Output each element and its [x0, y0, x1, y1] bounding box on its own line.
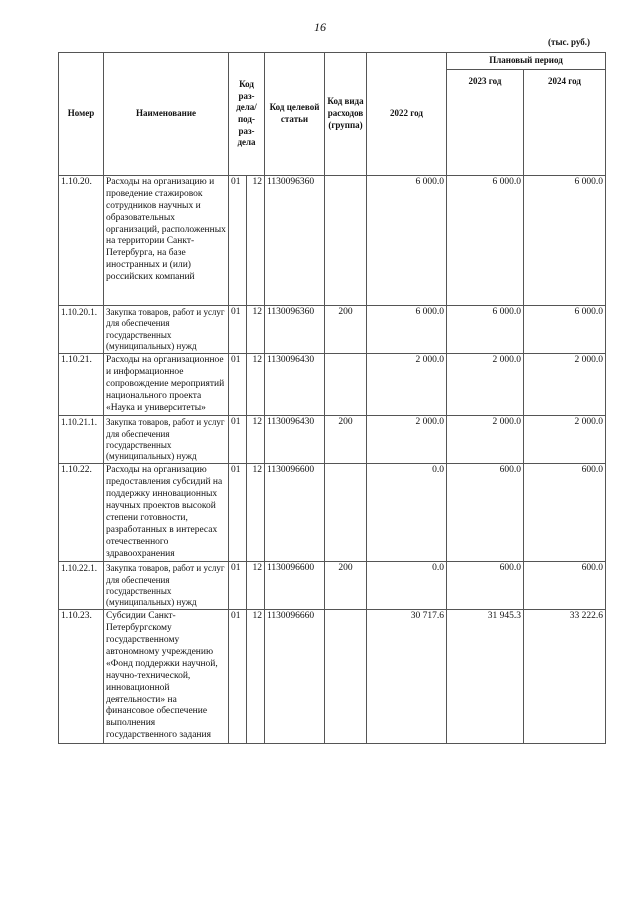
table-row — [59, 306, 606, 354]
row-target: 1130096360 — [265, 306, 325, 354]
budget-table — [58, 52, 606, 744]
header-number: Номер — [59, 53, 104, 176]
row-2022: 2 000.0 — [367, 416, 447, 464]
row-number: 1.10.22.1. — [59, 562, 104, 610]
row-2022: 0.0 — [367, 562, 447, 610]
row-2023: 6 000.0 — [447, 306, 524, 354]
row-target: 1130096600 — [265, 464, 325, 562]
row-2024: 2 000.0 — [524, 416, 606, 464]
row-subsection: 12 — [247, 416, 265, 464]
row-2022: 0.0 — [367, 464, 447, 562]
table-row — [59, 176, 606, 306]
row-2024: 6 000.0 — [524, 176, 606, 306]
row-section: 01 — [229, 176, 247, 306]
row-subsection: 12 — [247, 176, 265, 306]
header-section: Код раз-дела/ под-раз-дела — [229, 53, 265, 176]
row-2022: 6 000.0 — [367, 306, 447, 354]
row-name: Закупка товаров, работ и услуг для обеспечения государственных (муниципальных) нужд — [104, 562, 229, 610]
row-number: 1.10.22. — [59, 464, 104, 562]
header-2022: 2022 год — [367, 53, 447, 176]
row-2024: 6 000.0 — [524, 306, 606, 354]
row-target: 1130096660 — [265, 610, 325, 744]
row-2022: 6 000.0 — [367, 176, 447, 306]
table-row — [59, 354, 606, 416]
row-target: 1130096430 — [265, 416, 325, 464]
row-section: 01 — [229, 464, 247, 562]
row-2023: 31 945.3 — [447, 610, 524, 744]
row-2024: 2 000.0 — [524, 354, 606, 416]
row-target: 1130096360 — [265, 176, 325, 306]
header-name: Наименование — [104, 53, 229, 176]
row-section: 01 — [229, 610, 247, 744]
row-name: Расходы на организационное и информационное сопровождение мероприятий национального проекта «Наука и университеты» — [104, 354, 229, 416]
page-number: 16 — [314, 20, 326, 34]
row-number: 1.10.23. — [59, 610, 104, 744]
row-subsection: 12 — [247, 354, 265, 416]
row-section: 01 — [229, 354, 247, 416]
row-kind — [325, 354, 367, 416]
header-2024: 2024 год — [524, 70, 606, 176]
row-number: 1.10.20. — [59, 176, 104, 306]
row-2023: 600.0 — [447, 562, 524, 610]
header-expense-kind: Код вида расходов (группа) — [325, 53, 367, 176]
row-kind: 200 — [325, 562, 367, 610]
row-subsection: 12 — [247, 464, 265, 562]
row-number: 1.10.20.1. — [59, 306, 104, 354]
row-name: Закупка товаров, работ и услуг для обеспечения государственных (муниципальных) нужд — [104, 306, 229, 354]
row-number: 1.10.21.1. — [59, 416, 104, 464]
row-section: 01 — [229, 562, 247, 610]
row-section: 01 — [229, 416, 247, 464]
row-name: Субсидии Санкт-Петербургскому государственному автономному учреждению «Фонд поддержки научной, научно-технической, инновационной деятельности» на финансовое обеспечение выполнения государственного задания — [104, 610, 229, 744]
row-2024: 600.0 — [524, 562, 606, 610]
header-planned-period: Плановый период — [447, 53, 606, 70]
row-name: Расходы на организацию и проведение стажировок сотрудников научных и образовательных организаций, расположенных на территории Санкт-Петербурга, на базе иностранных и (или) российских компаний — [104, 176, 229, 306]
row-section: 01 — [229, 306, 247, 354]
row-2023: 2 000.0 — [447, 416, 524, 464]
row-name: Закупка товаров, работ и услуг для обеспечения государственных (муниципальных) нужд — [104, 416, 229, 464]
row-kind — [325, 176, 367, 306]
row-2023: 2 000.0 — [447, 354, 524, 416]
row-kind — [325, 610, 367, 744]
table-header-row — [59, 53, 606, 70]
row-name: Расходы на организацию предоставления субсидий на поддержку инновационных научных проектов высокой степени готовности, разработанных в интересах отечественного здравоохранения — [104, 464, 229, 562]
header-2023: 2023 год — [447, 70, 524, 176]
row-subsection: 12 — [247, 562, 265, 610]
table-row — [59, 464, 606, 562]
row-subsection: 12 — [247, 610, 265, 744]
row-2024: 33 222.6 — [524, 610, 606, 744]
row-kind: 200 — [325, 416, 367, 464]
table-row — [59, 610, 606, 744]
row-target: 1130096600 — [265, 562, 325, 610]
table-row — [59, 416, 606, 464]
units-label: (тыс. руб.) — [548, 37, 590, 47]
row-subsection: 12 — [247, 306, 265, 354]
header-target: Код целевой статьи — [265, 53, 325, 176]
row-target: 1130096430 — [265, 354, 325, 416]
row-kind — [325, 464, 367, 562]
row-kind: 200 — [325, 306, 367, 354]
row-2023: 600.0 — [447, 464, 524, 562]
row-2022: 2 000.0 — [367, 354, 447, 416]
row-number: 1.10.21. — [59, 354, 104, 416]
row-2023: 6 000.0 — [447, 176, 524, 306]
table-row — [59, 562, 606, 610]
row-2022: 30 717.6 — [367, 610, 447, 744]
row-2024: 600.0 — [524, 464, 606, 562]
